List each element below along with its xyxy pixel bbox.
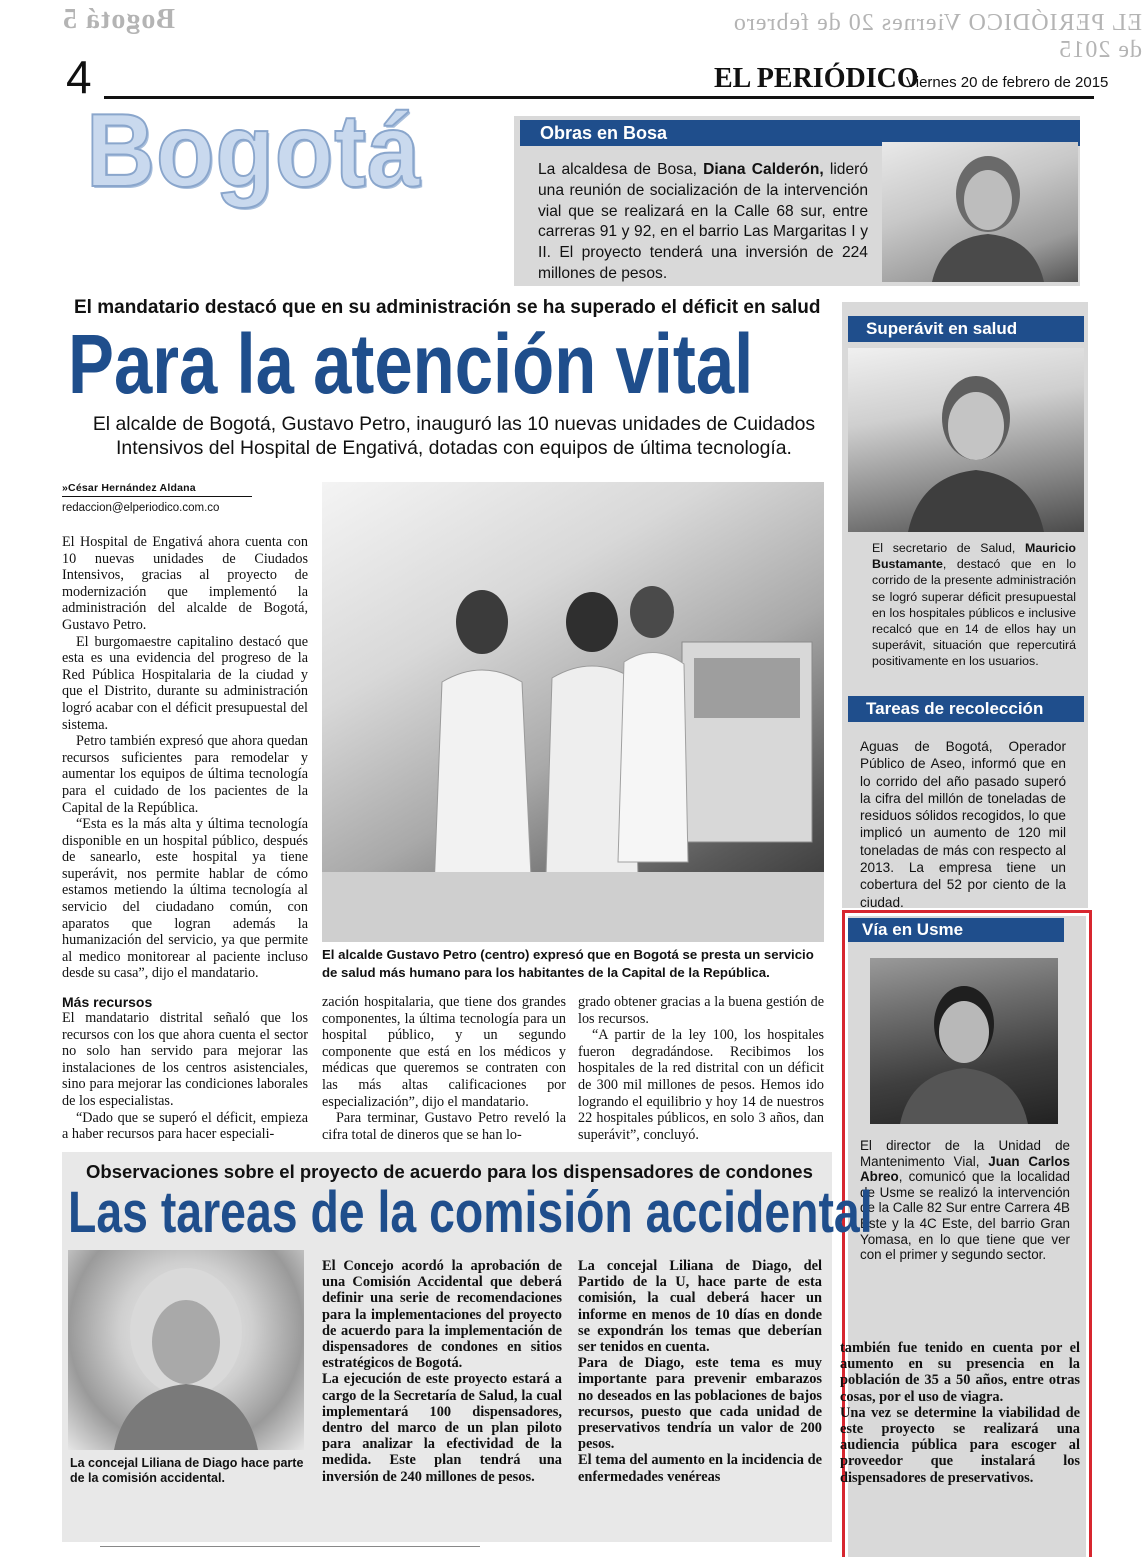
- main-photo-caption: El alcalde Gustavo Petro (centro) expresó que en Bogotá se presta un servicio de salud más humano para los habitantes de la Capital de la República.: [322, 947, 814, 980]
- second-column-1: [322, 1258, 562, 1485]
- usme-text-post: , comunicó que la localidad de Usme se realizó la intervención de la Calle 82 Sur entre Carrera 4B Este y la 4C Este, del barrio Gran Yomasa, en lo que tiene que ver con el primer y segundo sector.: [860, 1169, 1070, 1263]
- obras-person-name: Diana Calderón,: [703, 161, 824, 178]
- section-title: Bogotá: [86, 93, 422, 209]
- obras-text-pre: La alcaldesa de Bosa,: [538, 161, 704, 178]
- main-headline: Para la atención vital: [68, 317, 754, 411]
- second-headline: Las tareas de la comisión accidental: [68, 1180, 873, 1245]
- usme-text-pre: El director de la Unidad de Mantenimento Vial,: [860, 1138, 1070, 1169]
- paragraph: Una vez se determine la viabilidad de este proyecto se realizará una audiencia pública para escoger al proveedor que instalará los dispensadores de preservativos.: [840, 1404, 1080, 1486]
- superavit-photo: [848, 348, 1084, 532]
- paragraph: Para de Diago, este tema es muy importante para prevenir embarazos no deseados en las poblaciones de bajos recursos, puesto que cada unidad de preservativos tendría un valor de 200 pesos.: [578, 1355, 822, 1453]
- tareas-title: Tareas de recolección: [848, 696, 1084, 722]
- superavit-person-name: Mauricio Bustamante: [872, 541, 1076, 572]
- diago-photo-caption: La concejal Liliana de Diago hace parte de la comisión accidental.: [70, 1456, 304, 1486]
- obras-photo: [882, 142, 1078, 282]
- person-portrait-icon: [882, 142, 1078, 282]
- bleed-through-section: Bogotá 5: [62, 4, 175, 35]
- paragraph: zación hospitalaria, que tiene dos grandes componentes, la última tecnología para un hospital público, y un segundo componente que está en los médicos y médicas que queremos se contraten con las más altas calificaciones por especialización”, dijo el mandatario.: [322, 994, 566, 1110]
- tareas-text: Aguas de Bogotá, Operador Público de Aseo, informó que en lo corrido del año pasado superó la cifra del millón de toneladas de residuos sólidos recogidos, lo que implicó un aumento de 120 mil toneladas de más con respecto al 2013. La empresa tiene un cobertura del 52 por ciento de la ciudad.: [860, 739, 1066, 910]
- diago-photo: [68, 1250, 304, 1450]
- paragraph: El mandatario distrital señaló que los recursos con los que ahora cuenta el sector no solo han servido para mejorar las instalaciones de los centros asistenciales, sino para mejorar las condiciones laborales de los especialistas.: [62, 1010, 308, 1109]
- superavit-text-pre: El secretario de Salud,: [872, 541, 1026, 555]
- paragraph: Para terminar, Gustavo Petro reveló la cifra total de dineros que se han lo-: [322, 1110, 566, 1143]
- hospital-visit-photo-icon: [322, 482, 824, 942]
- paragraph: El burgomaestre capitalino destacó que esta es una evidencia del progreso de la Red Pública Hospitalaria de la ciudad y que el Distrito, durante su administración logró acabar con el déficit presupuestal del sistema.: [62, 633, 308, 733]
- main-column-1: [62, 534, 308, 982]
- superavit-title: Superávit en salud: [848, 316, 1084, 342]
- second-kicker: Observaciones sobre el proyecto de acuerdo para los dispensadores de condones: [86, 1161, 813, 1182]
- main-column-1-cont: [62, 1010, 308, 1143]
- person-portrait-icon: [68, 1250, 304, 1450]
- bleed-through-header: EL PERIÓDICO Viernes 20 de febrero de 2015: [732, 10, 1142, 63]
- byline: »César Hernández Aldana: [62, 482, 196, 494]
- bottom-rule: [100, 1546, 480, 1547]
- person-portrait-icon: [870, 958, 1058, 1124]
- usme-person-name: Juan Carlos Abreo: [860, 1153, 1070, 1185]
- paragraph: El tema del aumento en la incidencia de enfermedades venéreas: [578, 1452, 822, 1485]
- issue-date: Viernes 20 de febrero de 2015: [906, 74, 1109, 91]
- obras-text: [538, 160, 868, 285]
- paragraph: Petro también expresó que ahora quedan recursos suficientes para remodelar y aumentar los equipos de última tecnología para el cuidado de los pacientes de la Capital de la República.: [62, 733, 308, 816]
- paragraph: La ejecución de este proyecto estará a cargo de la Secretaría de Salud, la cual implementará 100 dispensadores, dentro del marco de un plan piloto para analizar la efectividad de la medida. Este plan tendrá una inversión de 240 millones de pesos.: [322, 1371, 562, 1485]
- subhead-mas-recursos: Más recursos: [62, 994, 153, 1010]
- paragraph: grado obtener gracias a la buena gestión de los recursos.: [578, 994, 824, 1027]
- superavit-text-post: , destacó que en lo corrido de la presente administración se logró superar déficit presupuestal en los hospitales públicos e inclusive recalcó que en 14 de ellos hay un superávit, situación que repercutirá positivamente en los usuarios.: [872, 557, 1076, 669]
- second-column-3: [840, 1340, 1080, 1486]
- paragraph: “A partir de la ley 100, los hospitales fueron degradándose. Recibimos los hospitales de la red distrital con un déficit de 300 mil millones de pesos. Hemos ido logrando el equilibrio y hoy 14 de nuestros 22 hospitales públicos, en solo 3 años, dan superávit”, concluyó.: [578, 1027, 824, 1143]
- page-number: 4: [66, 51, 92, 103]
- paragraph: “Esta es la más alta y última tecnología disponible en un hospital público, después de sanearlo, este hospital ya tiene superávit, nos permite hablar de cómo estamos metiendo la última tecnología al servicio del ciudadano común, con aparatos que logran además la humanización del servicio, ya que permite al medico monitorear al paciente incluso desde su casa”, dijo el mandatario.: [62, 816, 308, 982]
- usme-photo: [870, 958, 1058, 1124]
- paragraph: “Dado que se superó el déficit, empieza a haber recursos para hacer especiali-: [62, 1109, 308, 1143]
- newspaper-name: EL PERIÓDICO: [714, 63, 919, 94]
- paragraph: La concejal Liliana de Diago, del Partido de la U, hace parte de esta comisión, la cual deberá hacer un informe en menos de 10 días en donde se expondrán los temas que deberían ser tenidos en cuenta.: [578, 1258, 822, 1356]
- paragraph: también fue tenido en cuenta por el aumento en su presencia en la población de 35 a 50 años, entre otras cosas, por el uso de viagra.: [840, 1340, 1080, 1405]
- main-kicker: El mandatario destacó que en su administración se ha superado el déficit en salud: [74, 297, 821, 318]
- superavit-text: [872, 540, 1076, 670]
- main-deck: El alcalde de Bogotá, Gustavo Petro, inauguró las 10 nuevas unidades de Cuidados Intensivos del Hospital de Engativá, dotadas con equipos de última tecnología.: [92, 413, 816, 459]
- main-column-2: [322, 994, 566, 1143]
- main-photo: [322, 482, 824, 942]
- usme-text: [860, 1138, 1070, 1263]
- usme-title: Vía en Usme: [848, 918, 1064, 942]
- obras-title: Obras en Bosa: [520, 120, 1080, 146]
- main-column-3: [578, 994, 824, 1143]
- byline-email: redaccion@elperiodico.com.co: [62, 502, 220, 514]
- byline-rule: [62, 496, 252, 497]
- paragraph: El Concejo acordó la aprobación de una Comisión Accidental que deberá definir una serie de recomendaciones para la implementaciones del proyecto de acuerdo para la implementación de dispensadores de condones en sitios estratégicos de Bogotá.: [322, 1258, 562, 1372]
- paragraph: El Hospital de Engativá ahora cuenta con 10 nuevas unidades de Ciudados Intensivos, gracias al proyecto de modernización que implementó la administración del alcalde de Bogotá, Gustavo Petro.: [62, 534, 308, 633]
- second-column-2: [578, 1258, 822, 1485]
- obras-text-post: lideró una reunión de socialización de la intervención vial que se realizará en la Calle 68 sur, entre carreras 91 y 92, en el barrio Las Margaritas I y II. El proyecto tenderá una inversión de 224 millones de pesos.: [538, 161, 868, 282]
- person-portrait-icon: [848, 348, 1084, 532]
